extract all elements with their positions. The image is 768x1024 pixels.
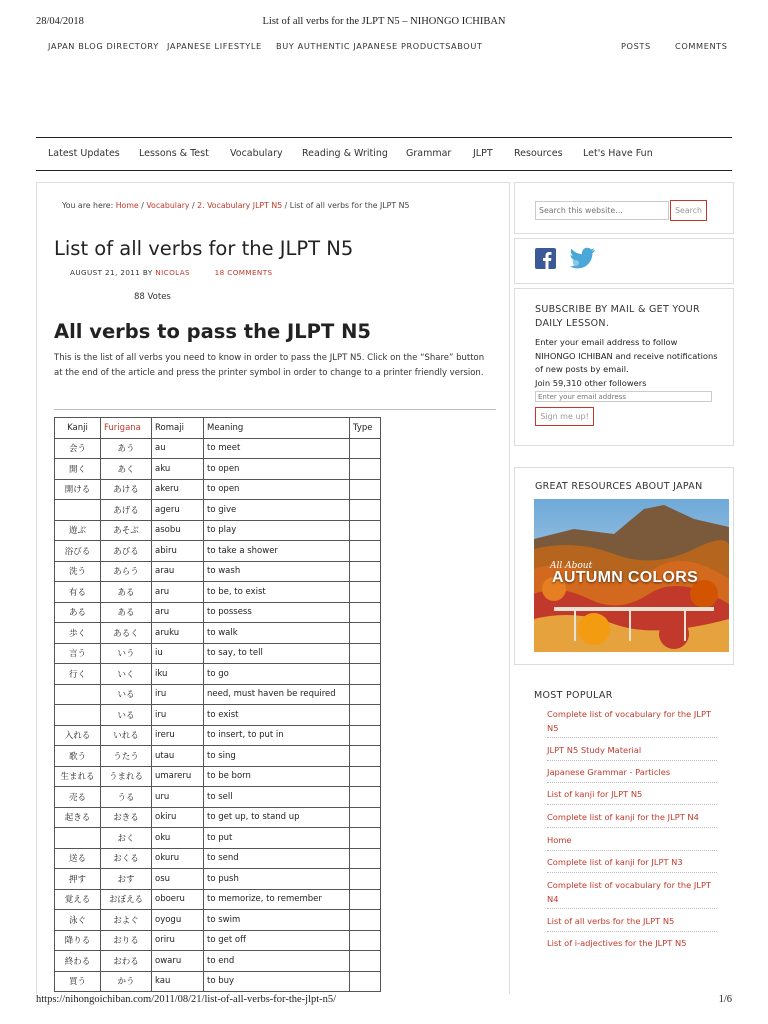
popular-separator <box>547 908 717 909</box>
cell-furigana: あげる <box>101 500 152 521</box>
table-row <box>55 643 381 664</box>
cell-furigana: うたう <box>101 746 152 767</box>
header-romaji: Romaji <box>152 418 204 439</box>
nav-resources[interactable]: Resources <box>514 148 563 159</box>
cell-type <box>350 910 381 931</box>
table-row <box>55 951 381 972</box>
cell-furigana: あそぶ <box>101 520 152 541</box>
cell-furigana: おぼえる <box>101 889 152 910</box>
section-heading: All verbs to pass the JLPT N5 <box>54 320 371 343</box>
cell-romaji: oboeru <box>152 889 204 910</box>
cell-kanji: 終わる <box>55 951 101 972</box>
breadcrumb-home[interactable]: Home <box>115 201 139 210</box>
cell-romaji: iu <box>152 643 204 664</box>
cell-romaji: okiru <box>152 807 204 828</box>
cell-kanji: 有る <box>55 582 101 603</box>
cell-furigana: いる <box>101 684 152 705</box>
autumn-script-text: All About <box>550 561 593 571</box>
votes-count: 88 Votes <box>134 292 171 302</box>
cell-kanji: 会う <box>55 438 101 459</box>
popular-separator <box>547 931 717 932</box>
cell-kanji: 洗う <box>55 561 101 582</box>
table-row <box>55 705 381 726</box>
table-row <box>55 438 381 459</box>
cell-furigana: いる <box>101 705 152 726</box>
cell-meaning: to get up, to stand up <box>204 807 350 828</box>
popular-separator <box>547 737 717 738</box>
cell-kanji: 行く <box>55 664 101 685</box>
cell-meaning: to sing <box>204 746 350 767</box>
header-furigana: Furigana <box>101 418 152 439</box>
cell-meaning: to exist <box>204 705 350 726</box>
cell-type <box>350 479 381 500</box>
cell-meaning: to give <box>204 500 350 521</box>
cell-meaning: to open <box>204 459 350 480</box>
table-row <box>55 664 381 685</box>
cell-meaning: to put <box>204 828 350 849</box>
cell-kanji: 泳ぐ <box>55 910 101 931</box>
cell-furigana: ある <box>101 602 152 623</box>
cell-romaji: owaru <box>152 951 204 972</box>
nav-jlpt[interactable]: JLPT <box>473 148 493 159</box>
table-row <box>55 479 381 500</box>
cell-meaning: to send <box>204 848 350 869</box>
nav-reading-writing[interactable]: Reading & Writing <box>302 148 388 159</box>
cell-type <box>350 746 381 767</box>
cell-meaning: to buy <box>204 971 350 992</box>
table-row <box>55 541 381 562</box>
cell-kanji: 起きる <box>55 807 101 828</box>
cell-meaning: to push <box>204 869 350 890</box>
cell-type <box>350 500 381 521</box>
print-footer <box>36 994 732 1008</box>
table-row <box>55 971 381 992</box>
search-button[interactable]: Search <box>670 200 707 221</box>
popular-item[interactable]: Complete list of vocabulary for the JLPT N4 <box>547 880 712 904</box>
cell-romaji: aru <box>152 602 204 623</box>
table-row <box>55 684 381 705</box>
cell-type <box>350 602 381 623</box>
print-title: List of all verbs for the JLPT N5 – NIHONGO ICHIBAN <box>262 16 506 27</box>
table-row <box>55 787 381 808</box>
topnav-posts[interactable]: POSTS <box>621 41 651 51</box>
cell-type <box>350 643 381 664</box>
intro-paragraph: This is the list of all verbs you need to know in order to pass the JLPT N5. Click on the “Share” button at the end of the article and press the printer symbol in order to change to a printer friendly version. <box>54 353 485 378</box>
cell-kanji: ある <box>55 602 101 623</box>
popular-item[interactable]: Japanese Grammar - Particles <box>547 767 671 777</box>
table-header-row <box>55 418 381 439</box>
nav-vocabulary[interactable]: Vocabulary <box>230 148 283 159</box>
breadcrumb-current: List of all verbs for the JLPT N5 <box>289 201 410 210</box>
table-row <box>55 725 381 746</box>
cell-kanji: 送る <box>55 848 101 869</box>
twitter-icon[interactable] <box>570 247 596 269</box>
cell-meaning: to take a shower <box>204 541 350 562</box>
cell-furigana: あける <box>101 479 152 500</box>
table-row <box>55 807 381 828</box>
cell-furigana: おく <box>101 828 152 849</box>
cell-kanji: 押す <box>55 869 101 890</box>
cell-type <box>350 807 381 828</box>
cell-romaji: umareru <box>152 766 204 787</box>
cell-meaning: to get off <box>204 930 350 951</box>
cell-romaji: utau <box>152 746 204 767</box>
breadcrumb-sep: / <box>141 201 144 210</box>
cell-romaji: oyogu <box>152 910 204 931</box>
cell-furigana: おす <box>101 869 152 890</box>
breadcrumb-sep: / <box>192 201 195 210</box>
cell-meaning: to memorize, to remember <box>204 889 350 910</box>
table-row <box>55 602 381 623</box>
cell-furigana: ある <box>101 582 152 603</box>
cell-type <box>350 828 381 849</box>
popular-item[interactable]: Complete list of kanji for the JLPT N4 <box>547 812 699 822</box>
cell-type <box>350 930 381 951</box>
post-comments-link[interactable]: 18 COMMENTS <box>214 268 273 277</box>
topnav-japanese-lifestyle[interactable]: JAPANESE LIFESTYLE <box>167 41 262 51</box>
followers-count: Join 59,310 other followers <box>535 378 647 388</box>
table-row <box>55 520 381 541</box>
popular-separator <box>547 782 717 783</box>
topnav-japan-blog-directory[interactable]: JAPAN BLOG DIRECTORY <box>48 41 159 51</box>
cell-romaji: kau <box>152 971 204 992</box>
table-row <box>55 500 381 521</box>
cell-kanji: 歩く <box>55 623 101 644</box>
cell-romaji: asobu <box>152 520 204 541</box>
verbs-table <box>54 417 381 992</box>
cell-meaning: to swim <box>204 910 350 931</box>
subscribe-text: Enter your email address to follow NIHONGO ICHIBAN and receive notifications of new posts by email. <box>535 337 718 374</box>
cell-romaji: oriru <box>152 930 204 951</box>
breadcrumb-vocabulary[interactable]: Vocabulary <box>146 201 190 210</box>
header-rule-top <box>36 137 732 138</box>
table-row <box>55 561 381 582</box>
cell-furigana: おきる <box>101 807 152 828</box>
cell-furigana: あるく <box>101 623 152 644</box>
cell-kanji <box>55 684 101 705</box>
cell-kanji: 遊ぶ <box>55 520 101 541</box>
cell-type <box>350 951 381 972</box>
cell-romaji: ireru <box>152 725 204 746</box>
table-row <box>55 582 381 603</box>
cell-meaning: to open <box>204 479 350 500</box>
cell-meaning: to walk <box>204 623 350 644</box>
resources-title: GREAT RESOURCES ABOUT JAPAN <box>535 481 703 492</box>
cell-type <box>350 869 381 890</box>
cell-type <box>350 787 381 808</box>
popular-item[interactable]: Home <box>547 835 572 845</box>
post-date: AUGUST 21, 2011 BY <box>70 268 153 277</box>
cell-type <box>350 541 381 562</box>
cell-meaning: to meet <box>204 438 350 459</box>
subscribe-widget <box>514 288 734 446</box>
cell-type <box>350 889 381 910</box>
signup-button[interactable]: Sign me up! <box>535 407 594 426</box>
cell-furigana: あらう <box>101 561 152 582</box>
header-meaning: Meaning <box>204 418 350 439</box>
cell-kanji: 浴びる <box>55 541 101 562</box>
table-row <box>55 459 381 480</box>
cell-kanji <box>55 705 101 726</box>
cell-romaji: iru <box>152 705 204 726</box>
table-row <box>55 848 381 869</box>
search-input[interactable] <box>535 201 669 220</box>
cell-kanji: 開く <box>55 459 101 480</box>
cell-meaning: to say, to tell <box>204 643 350 664</box>
cell-type <box>350 848 381 869</box>
email-input[interactable] <box>535 391 712 402</box>
cell-furigana: うまれる <box>101 766 152 787</box>
topnav-about[interactable]: ABOUT <box>451 41 483 51</box>
table-row <box>55 869 381 890</box>
cell-meaning: to insert, to put in <box>204 725 350 746</box>
facebook-icon[interactable] <box>535 248 556 269</box>
cell-furigana: およぐ <box>101 910 152 931</box>
top-nav <box>36 41 732 53</box>
cell-romaji: okuru <box>152 848 204 869</box>
cell-meaning: to be, to exist <box>204 582 350 603</box>
cell-romaji: arau <box>152 561 204 582</box>
cell-type <box>350 725 381 746</box>
cell-type <box>350 971 381 992</box>
cell-meaning: need, must haven be required <box>204 684 350 705</box>
topnav-comments[interactable]: COMMENTS <box>675 41 728 51</box>
cell-kanji: 売る <box>55 787 101 808</box>
cell-meaning: to sell <box>204 787 350 808</box>
cell-romaji: osu <box>152 869 204 890</box>
cell-furigana: いく <box>101 664 152 685</box>
cell-type <box>350 766 381 787</box>
popular-separator <box>547 827 717 828</box>
header-rule-bottom <box>36 170 732 171</box>
popular-separator <box>547 760 717 761</box>
topnav-buy-products[interactable]: BUY AUTHENTIC JAPANESE PRODUCTS <box>276 41 452 51</box>
content-divider <box>54 409 496 410</box>
search-widget <box>514 182 734 234</box>
popular-item[interactable]: List of kanji for JLPT N5 <box>547 789 643 799</box>
print-header <box>36 16 732 30</box>
cell-furigana: おわる <box>101 951 152 972</box>
cell-furigana: おくる <box>101 848 152 869</box>
popular-item[interactable]: JLPT N5 Study Material <box>547 745 642 755</box>
popular-separator <box>547 804 717 805</box>
cell-romaji: ageru <box>152 500 204 521</box>
popular-item[interactable]: Complete list of vocabulary for the JLPT N5 <box>547 709 712 733</box>
popular-item[interactable]: List of all verbs for the JLPT N5 <box>547 916 675 926</box>
popular-item[interactable]: Complete list of kanji for JLPT N3 <box>547 857 683 867</box>
cell-furigana: いれる <box>101 725 152 746</box>
cell-furigana: おりる <box>101 930 152 951</box>
breadcrumb <box>62 201 409 210</box>
social-widget <box>514 238 734 284</box>
print-date: 28/04/2018 <box>36 16 84 27</box>
cell-furigana: あう <box>101 438 152 459</box>
cell-meaning: to possess <box>204 602 350 623</box>
breadcrumb-vocab-n5[interactable]: 2. Vocabulary JLPT N5 <box>197 201 283 210</box>
print-page-number: 1/6 <box>718 994 732 1005</box>
cell-kanji: 買う <box>55 971 101 992</box>
cell-meaning: to be born <box>204 766 350 787</box>
cell-furigana: いう <box>101 643 152 664</box>
post-title: List of all verbs for the JLPT N5 <box>54 237 354 260</box>
cell-type <box>350 623 381 644</box>
cell-romaji: oku <box>152 828 204 849</box>
breadcrumb-sep: / <box>284 201 288 210</box>
popular-title: MOST POPULAR <box>534 690 613 701</box>
table-row <box>55 623 381 644</box>
cell-meaning: to wash <box>204 561 350 582</box>
cell-furigana: かう <box>101 971 152 992</box>
cell-type <box>350 684 381 705</box>
cell-romaji: iku <box>152 664 204 685</box>
cell-romaji: aku <box>152 459 204 480</box>
cell-kanji: 覚える <box>55 889 101 910</box>
nav-latest-updates[interactable]: Latest Updates <box>48 148 120 159</box>
nav-grammar[interactable]: Grammar <box>406 148 452 159</box>
table-row <box>55 930 381 951</box>
table-row <box>55 889 381 910</box>
cell-kanji: 歌う <box>55 746 101 767</box>
cell-meaning: to end <box>204 951 350 972</box>
cell-furigana: あく <box>101 459 152 480</box>
cell-romaji: aruku <box>152 623 204 644</box>
cell-kanji: 生まれる <box>55 766 101 787</box>
cell-kanji: 言う <box>55 643 101 664</box>
cell-type <box>350 520 381 541</box>
header-kanji: Kanji <box>55 418 101 439</box>
nav-lessons-test[interactable]: Lessons & Test <box>139 148 209 159</box>
print-url: https://nihongoichiban.com/2011/08/21/list-of-all-verbs-for-the-jlpt-n5/ <box>36 994 337 1005</box>
cell-furigana: あびる <box>101 541 152 562</box>
table-row <box>55 828 381 849</box>
cell-kanji <box>55 500 101 521</box>
popular-separator <box>547 850 717 851</box>
breadcrumb-prefix: You are here: <box>62 201 114 210</box>
autumn-title-text: AUTUMN COLORS <box>552 569 699 586</box>
cell-type <box>350 561 381 582</box>
cell-type <box>350 582 381 603</box>
cell-kanji: 降りる <box>55 930 101 951</box>
cell-meaning: to play <box>204 520 350 541</box>
popular-item[interactable]: List of i-adjectives for the JLPT N5 <box>547 938 687 948</box>
cell-type <box>350 705 381 726</box>
table-row <box>55 910 381 931</box>
subscribe-title: SUBSCRIBE BY MAIL & GET YOUR DAILY LESSON. <box>535 304 700 329</box>
cell-meaning: to go <box>204 664 350 685</box>
cell-kanji: 入れる <box>55 725 101 746</box>
table-row <box>55 746 381 767</box>
nav-lets-have-fun[interactable]: Let's Have Fun <box>583 148 653 159</box>
cell-romaji: au <box>152 438 204 459</box>
cell-type <box>350 664 381 685</box>
cell-romaji: aru <box>152 582 204 603</box>
cell-type <box>350 459 381 480</box>
post-author-link[interactable]: NICOLAS <box>155 268 190 277</box>
cell-kanji <box>55 828 101 849</box>
cell-romaji: akeru <box>152 479 204 500</box>
cell-romaji: uru <box>152 787 204 808</box>
header-type: Type <box>350 418 381 439</box>
post-meta <box>70 268 272 277</box>
cell-type <box>350 438 381 459</box>
cell-romaji: iru <box>152 684 204 705</box>
popular-separator <box>547 872 717 873</box>
table-row <box>55 766 381 787</box>
cell-kanji: 開ける <box>55 479 101 500</box>
cell-furigana: うる <box>101 787 152 808</box>
cell-romaji: abiru <box>152 541 204 562</box>
autumn-colors-banner[interactable] <box>534 499 729 652</box>
